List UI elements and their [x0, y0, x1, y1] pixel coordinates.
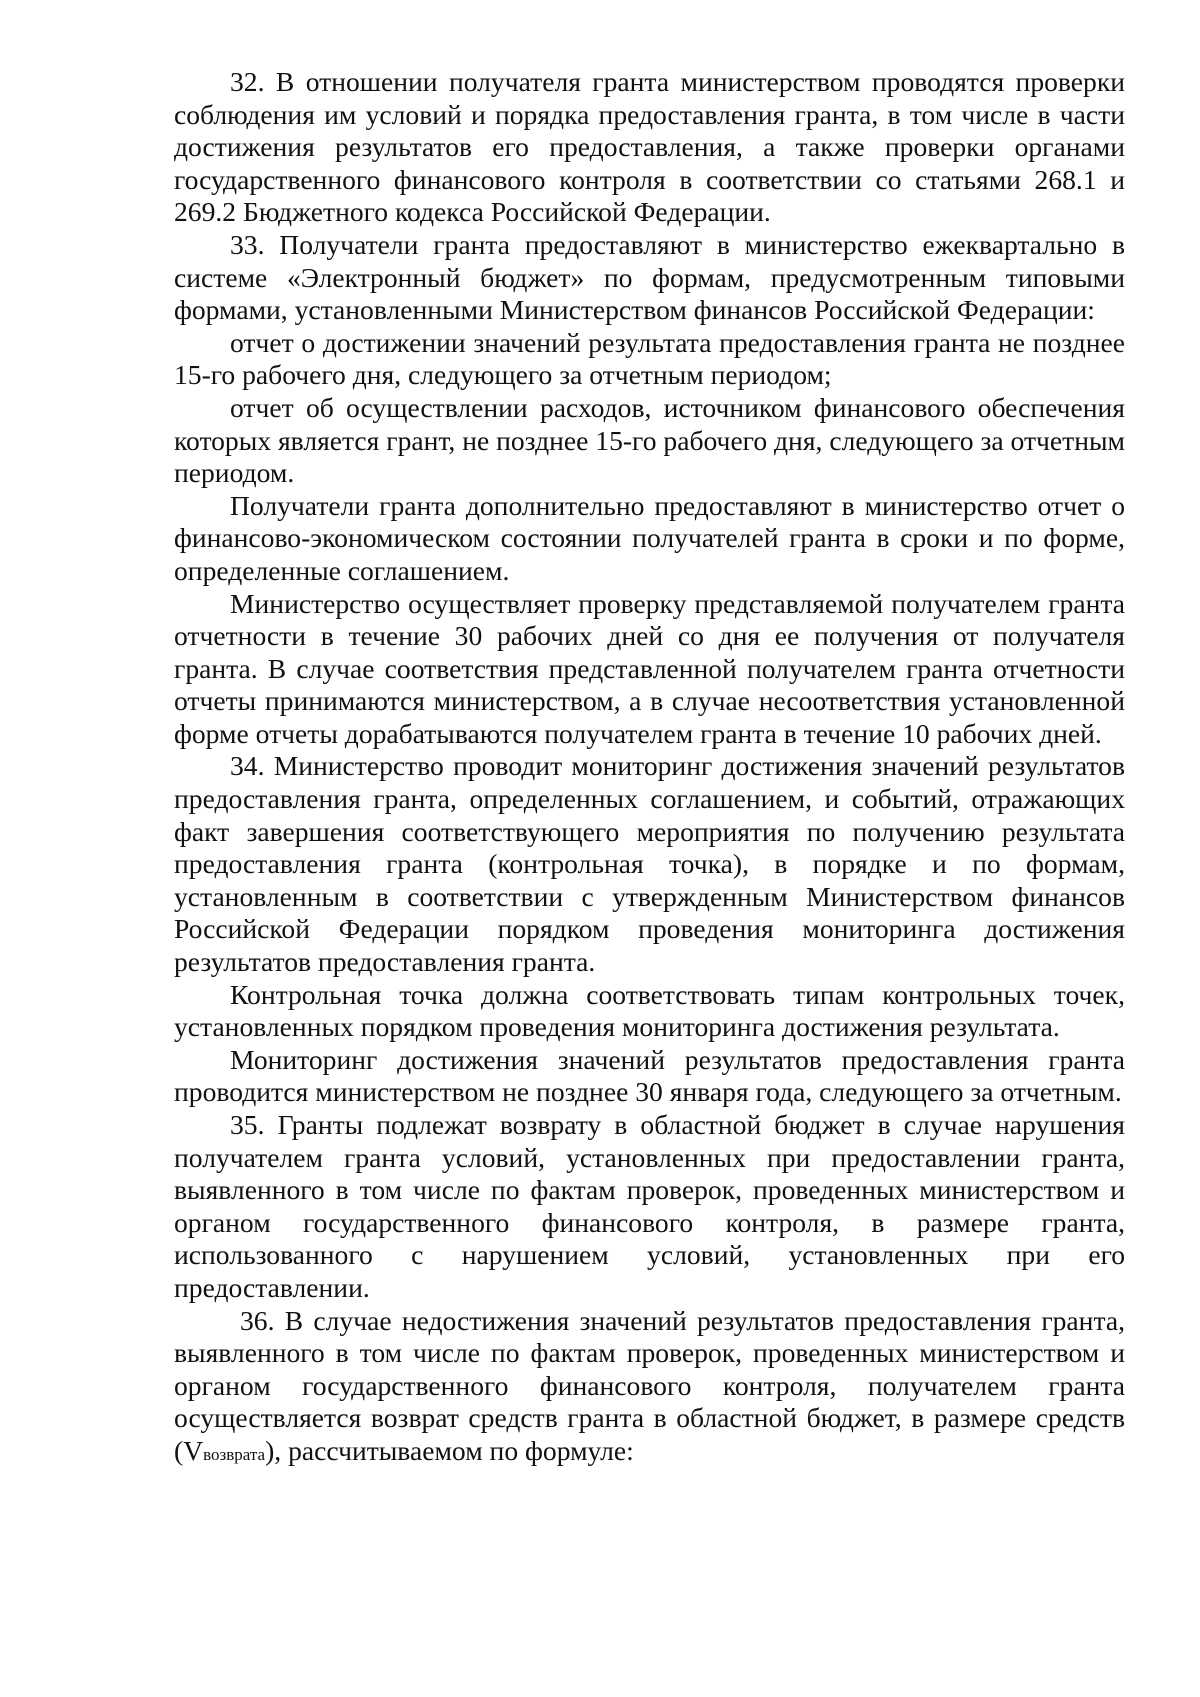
paragraph-34-checkpoint: Контрольная точка должна соответствовать типам контрольных точек, установленных порядком проведения мониторинга достижения результата.: [174, 978, 1125, 1043]
paragraph-34: 34. Министерство проводит мониторинг достижения значений результатов предоставления гранта, определенных соглашением, и событий, отражающих факт завершения соответствующего мероприятия по получению результата предоставления гранта (контрольная точка), в порядке и по формам, установленным в соответствии с утвержденным Министерством финансов Российской Федерации порядком проведения мониторинга достижения результатов предоставления гранта.: [174, 750, 1125, 978]
paragraph-35: 35. Гранты подлежат возврату в областной бюджет в случае нарушения получателем гранта условий, установленных при предоставлении гранта, выявленного в том числе по фактам проверок, проведенных министерством и органом государственного финансового контроля, в размере гранта, использованного с нарушением условий, установленных при его предоставлении.: [174, 1109, 1125, 1303]
paragraph-32: 32. В отношении получателя гранта министерством проводятся проверки соблюдения им условий и порядка предоставления гранта, в том числе в части достижения результатов его предоставления, а также проверки органами государственного финансового контроля в соответствии со статьями 268.1 и 269.2 Бюджетного кодекса Российской Федерации.: [174, 66, 1125, 228]
return-volume-subscript: возврата: [203, 1444, 266, 1464]
paragraph-33-financial-report: Получатели гранта дополнительно предоставляют в министерство отчет о финансово-экономическом состоянии получателей гранта в сроки и по форме, определенные соглашением.: [174, 489, 1125, 586]
paragraph-33-report-expenses: отчет об осуществлении расходов, источником финансового обеспечения которых является грант, не позднее 15-го рабочего дня, следующего за отчетным периодом.: [174, 391, 1125, 489]
paragraph-33-verification: Министерство осуществляет проверку представляемой получателем гранта отчетности в течение 30 рабочих дней со дня ее получения от получателя гранта. В случае соответствия представленной получателем гранта отчетности отчеты принимаются министерством, а в случае несоответствия установленной форме отчеты дорабатываются получателем гранта в течение 10 рабочих дней.: [174, 587, 1125, 749]
return-volume-symbol: V: [183, 1434, 204, 1466]
paragraph-36: [174, 1305, 1125, 1472]
paragraph-36-text-end: ), рассчитываемом по формуле:: [265, 1434, 634, 1466]
paragraph-33: 33. Получатели гранта предоставляют в министерство ежеквартально в системе «Электронный бюджет» по формам, предусмотренным типовыми формами, установленными Министерством финансов Российской Федерации:: [174, 228, 1125, 326]
paragraph-33-report-results: отчет о достижении значений результата предоставления гранта не позднее 15-го рабочего дня, следующего за отчетным периодом;: [174, 326, 1125, 391]
paragraph-36-text: 36. В случае недостижения значений результатов предоставления гранта, выявленного в том числе по фактам проверок, проведенных министерством и органом государственного финансового контроля, получателем гранта осуществляется возврат средств гранта в областной бюджет, в размере средств (: [174, 1304, 1125, 1466]
document-page: [174, 66, 1125, 1472]
paragraph-34-monitoring: Мониторинг достижения значений результатов предоставления гранта проводится министерством не позднее 30 января года, следующего за отчетным.: [174, 1043, 1125, 1108]
